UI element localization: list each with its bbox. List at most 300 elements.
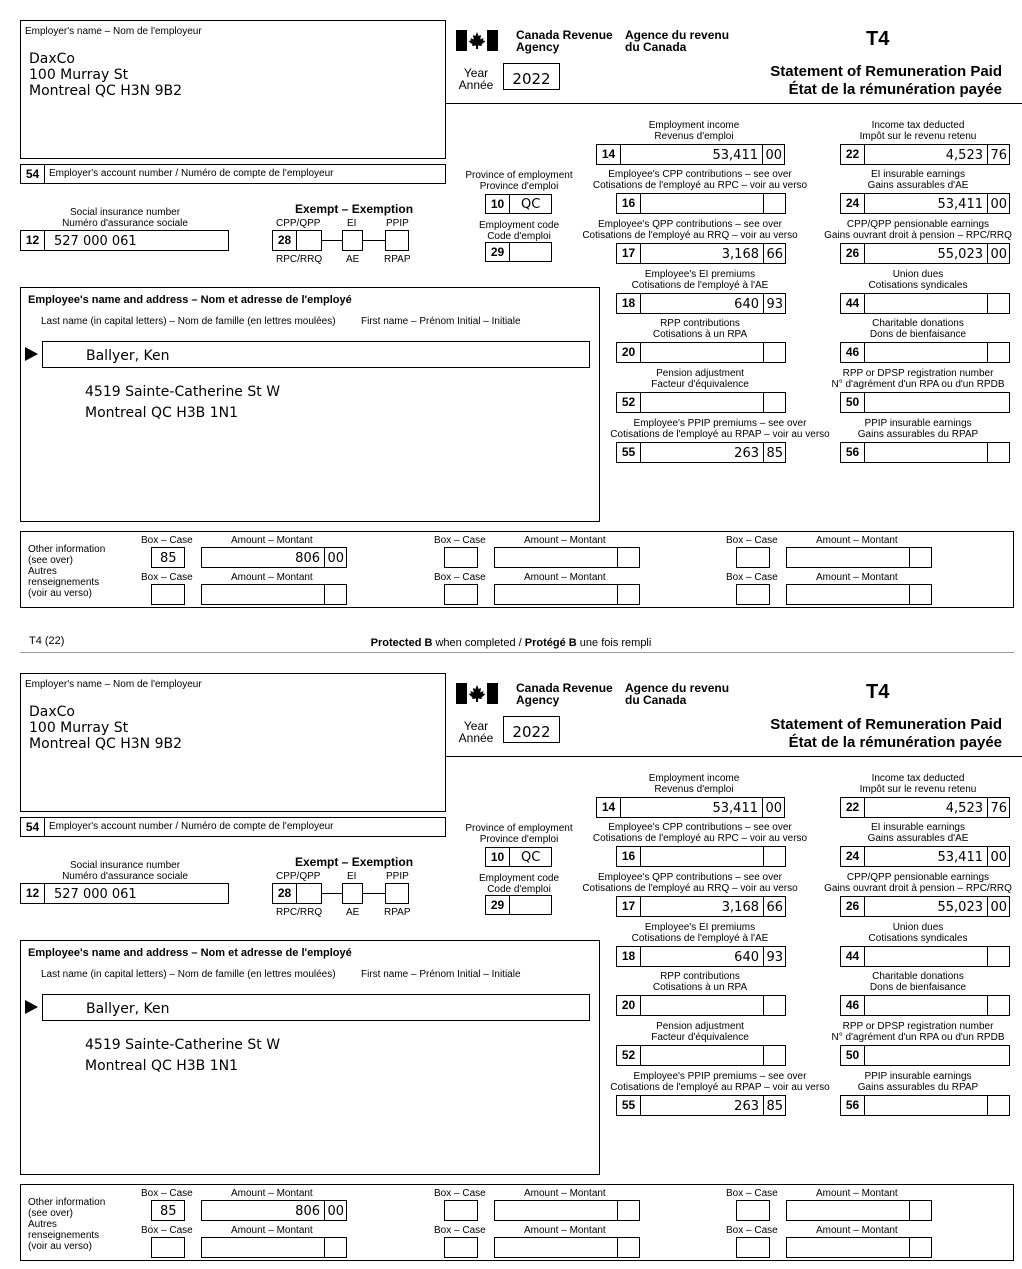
box-56-label — [820, 418, 1016, 440]
box-56-field[interactable] — [840, 1095, 1010, 1116]
box-label-fr: Cotisations syndicales — [868, 933, 968, 944]
box-16-label — [585, 822, 815, 844]
protected-text-fr: une fois rempli — [576, 637, 652, 649]
box-number-28: 28 — [273, 231, 297, 250]
amount-cents: 85 — [766, 1099, 783, 1114]
box-case-label: Box – Case — [141, 535, 193, 546]
box-label-fr: N° d'agrément d'un RPA ou d'un RPDB — [831, 379, 1005, 390]
box-20-label — [595, 318, 805, 340]
box-18-label — [595, 269, 805, 291]
box-number: 16 — [617, 847, 641, 866]
form-reference: T4 (22) — [29, 635, 65, 647]
box-number: 55 — [617, 443, 641, 462]
employer-account-box[interactable] — [20, 164, 446, 184]
exempt-ppip-label: PPIP — [386, 218, 409, 229]
province-field[interactable] — [485, 194, 552, 214]
cents-separator — [762, 145, 763, 164]
exempt-connector — [363, 893, 385, 894]
box-46-field[interactable] — [840, 342, 1010, 363]
other-info-label-5: (voir au verso) — [28, 588, 92, 599]
box-case-label: Box – Case — [726, 1188, 778, 1199]
other-info-box-code[interactable] — [444, 1200, 478, 1221]
other-info-box-code[interactable] — [736, 1200, 770, 1221]
form-title-fr: État de la rémunération payée — [788, 734, 1002, 751]
cents-separator — [987, 145, 988, 164]
exempt-ppip-checkbox[interactable] — [385, 883, 409, 904]
box-label-fr: Revenus d'emploi — [654, 131, 734, 142]
cents-separator — [987, 194, 988, 213]
amount-dollars: 640 — [734, 950, 759, 965]
employer-account-label: Employer's account number / Numéro de compte de l'employeur — [49, 821, 334, 832]
year-field[interactable] — [503, 716, 560, 743]
year-field[interactable] — [503, 63, 560, 90]
other-info-label-4: renseignements — [28, 577, 100, 588]
year-value: 2022 — [512, 723, 551, 741]
other-info-amount[interactable] — [201, 584, 347, 605]
agency-en-line-1: Canada Revenue — [516, 28, 613, 42]
box-label-fr: Cotisations de l'employé au RPC – voir au verso — [592, 180, 808, 191]
box-label-en: Pension adjustment — [656, 1021, 744, 1032]
employment-code-label-en: Employment code — [478, 220, 560, 231]
employee-address-line-2: Montreal QC H3B 1N1 — [85, 1058, 239, 1074]
box-label-en: Charitable donations — [872, 318, 964, 329]
box-55-label — [600, 418, 840, 440]
employment-code-label — [460, 873, 578, 895]
cents-separator — [617, 1201, 618, 1220]
form-title-en: Statement of Remuneration Paid — [770, 63, 1002, 80]
employment-code-label-en: Employment code — [478, 873, 560, 884]
box-18-field[interactable] — [616, 293, 786, 314]
amount-dollars: 55,023 — [937, 900, 983, 915]
box-22-field[interactable] — [840, 144, 1010, 165]
employee-section-title: Employee's name and address – Nom et adresse de l'employé — [28, 947, 352, 959]
header-divider — [446, 756, 1022, 757]
box-number: 56 — [841, 443, 865, 462]
exempt-cpp-checkbox[interactable] — [272, 883, 322, 904]
box-56-field[interactable] — [840, 442, 1010, 463]
box-label-fr: Gains assurables du RPAP — [857, 429, 979, 440]
province-label-en: Province of employment — [465, 823, 573, 834]
box-22-label — [820, 120, 1016, 142]
box-label-en: Pension adjustment — [656, 368, 744, 379]
employer-address-line-1: 100 Murray St — [29, 67, 129, 83]
box-case-label: Box – Case — [726, 535, 778, 546]
box-55-field[interactable] — [616, 1095, 786, 1116]
box-17-label — [575, 219, 805, 241]
box-14-label — [604, 120, 784, 142]
box-label-fr: Cotisations de l'employé à l'AE — [631, 933, 769, 944]
employee-name: Ballyer, Ken — [86, 348, 170, 364]
amount-cents: 00 — [990, 247, 1007, 262]
employee-section — [20, 287, 600, 522]
other-info-amount[interactable] — [494, 1237, 640, 1258]
cents-separator — [987, 343, 988, 362]
employer-name: DaxCo — [29, 51, 75, 67]
box-50-field[interactable] — [840, 392, 1010, 413]
box-20-field[interactable] — [616, 995, 786, 1016]
agency-fr-line-1: Agence du revenu — [625, 681, 730, 695]
last-name-label: Last name (in capital letters) – Nom de famille (en lettres moulées) — [41, 969, 336, 980]
box-label-en: PPIP insurable earnings — [864, 1071, 972, 1082]
box-number: 24 — [841, 847, 865, 866]
box-label-en: Employee's EI premiums — [644, 269, 756, 280]
other-info-amount[interactable] — [494, 584, 640, 605]
box-26-field[interactable] — [840, 896, 1010, 917]
form-title-en: Statement of Remuneration Paid — [770, 716, 1002, 733]
box-18-label — [595, 922, 805, 944]
other-information-label — [28, 1197, 105, 1252]
other-info-box-code[interactable] — [444, 547, 478, 568]
exempt-cpp-checkbox[interactable] — [272, 230, 322, 251]
other-info-code-value: 85 — [160, 1204, 177, 1219]
box-16-field[interactable] — [616, 846, 786, 867]
box-number: 44 — [841, 294, 865, 313]
box-number: 18 — [617, 947, 641, 966]
exempt-rpap-label: RPAP — [384, 907, 411, 918]
box-case-label: Box – Case — [434, 1225, 486, 1236]
other-info-code-value: 85 — [160, 551, 177, 566]
first-name-label: First name – Prénom Initial – Initiale — [361, 316, 521, 327]
box-52-label — [595, 368, 805, 390]
box-number: 22 — [841, 798, 865, 817]
cents-separator — [324, 1201, 325, 1220]
box-17-label — [575, 872, 805, 894]
employer-account-box[interactable] — [20, 817, 446, 837]
employee-name-field[interactable] — [42, 341, 590, 368]
box-label-en: EI insurable earnings — [871, 169, 965, 180]
other-info-box-code[interactable] — [736, 584, 770, 605]
box-label-en: Employment income — [648, 120, 740, 131]
employer-name-box — [20, 20, 446, 159]
box-label-en: CPP/QPP pensionable earnings — [846, 219, 990, 230]
amount-dollars: 53,411 — [712, 801, 758, 816]
form-code: T4 — [866, 681, 890, 703]
other-info-label-4: renseignements — [28, 1230, 100, 1241]
box-label-fr: Cotisations de l'employé au RPAP – voir au verso — [610, 1082, 830, 1093]
box-56-label — [820, 1071, 1016, 1093]
cents-separator — [987, 996, 988, 1015]
box-number: 52 — [617, 1046, 641, 1065]
other-info-box-code[interactable] — [444, 584, 478, 605]
province-field[interactable] — [485, 847, 552, 867]
amount-cents: 00 — [990, 197, 1007, 212]
amount-label: Amount – Montant — [816, 1225, 898, 1236]
box-label-fr: Gains assurables d'AE — [867, 833, 969, 844]
province-value: QC — [521, 197, 541, 212]
exempt-connector — [322, 893, 342, 894]
cents-separator — [324, 585, 325, 604]
amount-dollars: 640 — [734, 297, 759, 312]
amount-dollars: 3,168 — [721, 247, 759, 262]
amount-dollars: 53,411 — [937, 197, 983, 212]
amount-label: Amount – Montant — [231, 535, 313, 546]
amount-label: Amount – Montant — [816, 572, 898, 583]
exempt-ae-label: AE — [346, 907, 360, 918]
box-55-label — [600, 1071, 840, 1093]
form-title — [770, 716, 1002, 752]
amount-label: Amount – Montant — [524, 1225, 606, 1236]
other-info-amount[interactable] — [201, 1200, 347, 1221]
cents-separator — [763, 393, 764, 412]
exempt-ei-checkbox[interactable] — [342, 230, 363, 251]
box-number: 50 — [841, 393, 865, 412]
box-case-label: Box – Case — [726, 572, 778, 583]
box-22-label — [820, 773, 1016, 795]
cents-separator — [763, 244, 764, 263]
box-number: 16 — [617, 194, 641, 213]
other-info-box-code[interactable] — [151, 584, 185, 605]
cents-separator — [763, 294, 764, 313]
amount-cents: 93 — [766, 950, 783, 965]
other-info-label-1: Other information — [28, 1197, 106, 1208]
employment-code-field[interactable] — [485, 242, 552, 262]
cents-separator — [762, 798, 763, 817]
employer-address-line-2: Montreal QC H3N 9B2 — [29, 736, 183, 752]
box-50-label — [820, 1021, 1016, 1043]
box-number: 52 — [617, 393, 641, 412]
first-name-label: First name – Prénom Initial – Initiale — [361, 969, 521, 980]
cents-separator — [987, 443, 988, 462]
other-info-amount[interactable] — [494, 1200, 640, 1221]
amount-label: Amount – Montant — [816, 535, 898, 546]
cents-separator — [763, 194, 764, 213]
cents-separator — [987, 798, 988, 817]
box-number: 46 — [841, 343, 865, 362]
other-info-label-2: (see over) — [28, 555, 74, 566]
box-label-fr: Gains assurables d'AE — [867, 180, 969, 191]
amount-cents: 76 — [990, 148, 1007, 163]
year-label — [456, 720, 496, 744]
box-44-field[interactable] — [840, 946, 1010, 967]
box-label-en: CPP/QPP pensionable earnings — [846, 872, 990, 883]
other-info-box-code[interactable] — [151, 1200, 185, 1221]
exempt-title: Exempt – Exemption — [295, 202, 414, 216]
other-info-box-code[interactable] — [444, 1237, 478, 1258]
box-case-label: Box – Case — [141, 1225, 193, 1236]
agency-fr-line-2: du Canada — [625, 693, 687, 707]
exempt-rpc-label: RPC/RRQ — [276, 254, 323, 265]
box-number: 24 — [841, 194, 865, 213]
cents-separator — [909, 1238, 910, 1257]
other-information-label — [28, 544, 105, 599]
year-label — [456, 67, 496, 91]
agency-en-line-2: Agency — [516, 693, 560, 707]
box-label-fr: Gains assurables du RPAP — [857, 1082, 979, 1093]
box-label-fr: Facteur d'équivalence — [651, 379, 749, 390]
cents-separator — [763, 443, 764, 462]
agency-name-fr — [625, 29, 729, 53]
box-17-field[interactable] — [616, 896, 786, 917]
protected-b-fr: Protégé B — [524, 637, 577, 649]
employee-address-line-2: Montreal QC H3B 1N1 — [85, 405, 239, 421]
province-label-fr: Province d'emploi — [479, 834, 559, 845]
sin-label — [20, 207, 230, 229]
t4-slip-copy-1 — [0, 0, 1022, 616]
cents-separator — [324, 1238, 325, 1257]
sin-field[interactable] — [20, 230, 229, 251]
box-label-en: Employee's EI premiums — [644, 922, 756, 933]
other-info-cents: 00 — [327, 1204, 344, 1219]
box-24-label — [820, 169, 1016, 191]
form-code: T4 — [866, 28, 890, 50]
box-case-label: Box – Case — [141, 572, 193, 583]
protected-notice — [0, 637, 1022, 649]
box-52-field[interactable] — [616, 1045, 786, 1066]
box-label-fr: Cotisations de l'employé au RPAP – voir au verso — [610, 429, 830, 440]
amount-label: Amount – Montant — [816, 1188, 898, 1199]
box-label-fr: Cotisations à un RPA — [652, 329, 748, 340]
amount-cents: 00 — [765, 148, 782, 163]
other-info-label-3: Autres — [28, 1219, 57, 1230]
box-label-fr: Cotisations de l'employé à l'AE — [631, 280, 769, 291]
box-label-fr: N° d'agrément d'un RPA ou d'un RPDB — [831, 1032, 1005, 1043]
other-info-label-3: Autres — [28, 566, 57, 577]
exempt-ppip-checkbox[interactable] — [385, 230, 409, 251]
header-divider — [446, 103, 1022, 104]
employer-name-label: Employer's name – Nom de l'employeur — [25, 679, 202, 690]
box-46-label — [820, 318, 1016, 340]
box-number-29: 29 — [486, 243, 510, 261]
other-info-amount[interactable] — [786, 584, 932, 605]
box-label-en: Employee's QPP contributions – see over — [597, 872, 783, 883]
employer-address-line-1: 100 Murray St — [29, 720, 129, 736]
box-number: 56 — [841, 1096, 865, 1115]
other-info-amount[interactable] — [786, 1200, 932, 1221]
box-14-field[interactable] — [596, 797, 785, 818]
box-number-12: 12 — [21, 231, 45, 250]
box-17-field[interactable] — [616, 243, 786, 264]
box-24-field[interactable] — [840, 193, 1010, 214]
cents-separator — [617, 1238, 618, 1257]
other-info-amount[interactable] — [494, 547, 640, 568]
box-case-label: Box – Case — [141, 1188, 193, 1199]
box-50-field[interactable] — [840, 1045, 1010, 1066]
box-number: 46 — [841, 996, 865, 1015]
box-24-label — [820, 822, 1016, 844]
box-label-fr: Dons de bienfaisance — [869, 982, 967, 993]
box-22-field[interactable] — [840, 797, 1010, 818]
other-info-box-code[interactable] — [151, 547, 185, 568]
box-number: 50 — [841, 1046, 865, 1065]
box-24-field[interactable] — [840, 846, 1010, 867]
employee-section — [20, 940, 600, 1175]
box-20-label — [595, 971, 805, 993]
province-label-en: Province of employment — [465, 170, 573, 181]
cents-separator — [909, 1201, 910, 1220]
box-52-field[interactable] — [616, 392, 786, 413]
box-20-field[interactable] — [616, 342, 786, 363]
agency-name-en — [516, 682, 613, 706]
exempt-connector — [322, 240, 342, 241]
other-info-amount[interactable] — [786, 547, 932, 568]
other-info-label-2: (see over) — [28, 1208, 74, 1219]
box-14-label — [604, 773, 784, 795]
employer-name-label: Employer's name – Nom de l'employeur — [25, 26, 202, 37]
box-18-field[interactable] — [616, 946, 786, 967]
other-info-box-code[interactable] — [151, 1237, 185, 1258]
sin-label-fr: Numéro d'assurance sociale — [62, 871, 188, 882]
box-number: 14 — [597, 145, 621, 164]
box-number: 14 — [597, 798, 621, 817]
cents-separator — [909, 548, 910, 567]
box-label-en: Income tax deducted — [871, 120, 965, 131]
exempt-ei-label: EI — [347, 871, 357, 882]
employment-code-field[interactable] — [485, 895, 552, 915]
box-label-en: PPIP insurable earnings — [864, 418, 972, 429]
amount-dollars: 55,023 — [937, 247, 983, 262]
box-number: 55 — [617, 1096, 641, 1115]
province-value: QC — [521, 850, 541, 865]
box-label-fr: Dons de bienfaisance — [869, 329, 967, 340]
other-info-amount[interactable] — [201, 1237, 347, 1258]
box-number: 18 — [617, 294, 641, 313]
last-name-label: Last name (in capital letters) – Nom de famille (en lettres moulées) — [41, 316, 336, 327]
exempt-rpc-label: RPC/RRQ — [276, 907, 323, 918]
cents-separator — [987, 897, 988, 916]
box-44-field[interactable] — [840, 293, 1010, 314]
box-number-29: 29 — [486, 896, 510, 914]
other-info-box-code[interactable] — [736, 547, 770, 568]
amount-cents: 66 — [766, 900, 783, 915]
box-50-label — [820, 368, 1016, 390]
amount-cents: 66 — [766, 247, 783, 262]
employee-name-field[interactable] — [42, 994, 590, 1021]
employer-address-line-2: Montreal QC H3N 9B2 — [29, 83, 183, 99]
box-number: 17 — [617, 244, 641, 263]
exempt-ppip-label: PPIP — [386, 871, 409, 882]
box-label-en: Employee's PPIP premiums – see over — [633, 1071, 807, 1082]
province-label — [460, 823, 578, 845]
exempt-ae-label: AE — [346, 254, 360, 265]
amount-cents: 00 — [765, 801, 782, 816]
sin-value: 527 000 061 — [54, 887, 137, 902]
protected-b-en: Protected B — [370, 637, 433, 649]
amount-dollars: 53,411 — [712, 148, 758, 163]
arrow-pointer-icon — [25, 347, 38, 361]
form-title — [770, 63, 1002, 99]
amount-cents: 00 — [990, 900, 1007, 915]
province-label — [460, 170, 578, 192]
box-26-field[interactable] — [840, 243, 1010, 264]
box-number: 44 — [841, 947, 865, 966]
box-55-field[interactable] — [616, 442, 786, 463]
cents-separator — [987, 294, 988, 313]
box-label-fr: Cotisations à un RPA — [652, 982, 748, 993]
cents-separator — [763, 897, 764, 916]
box-14-field[interactable] — [596, 144, 785, 165]
amount-cents: 76 — [990, 801, 1007, 816]
other-info-label-5: (voir au verso) — [28, 1241, 92, 1252]
box-16-field[interactable] — [616, 193, 786, 214]
employment-code-label-fr: Code d'emploi — [487, 231, 551, 242]
amount-label: Amount – Montant — [231, 572, 313, 583]
exempt-ei-checkbox[interactable] — [342, 883, 363, 904]
cents-separator — [987, 244, 988, 263]
other-info-dollars: 806 — [295, 551, 320, 566]
exempt-cpp-label: CPP/QPP — [276, 218, 321, 229]
box-label-en: Employee's QPP contributions – see over — [597, 219, 783, 230]
agency-en-line-1: Canada Revenue — [516, 681, 613, 695]
other-info-cents: 00 — [327, 551, 344, 566]
amount-cents: 93 — [766, 297, 783, 312]
other-info-box-code[interactable] — [736, 1237, 770, 1258]
employer-name-box — [20, 673, 446, 812]
other-info-amount[interactable] — [201, 547, 347, 568]
box-46-field[interactable] — [840, 995, 1010, 1016]
other-info-amount[interactable] — [786, 1237, 932, 1258]
sin-field[interactable] — [20, 883, 229, 904]
agency-fr-line-1: Agence du revenu — [625, 28, 730, 42]
